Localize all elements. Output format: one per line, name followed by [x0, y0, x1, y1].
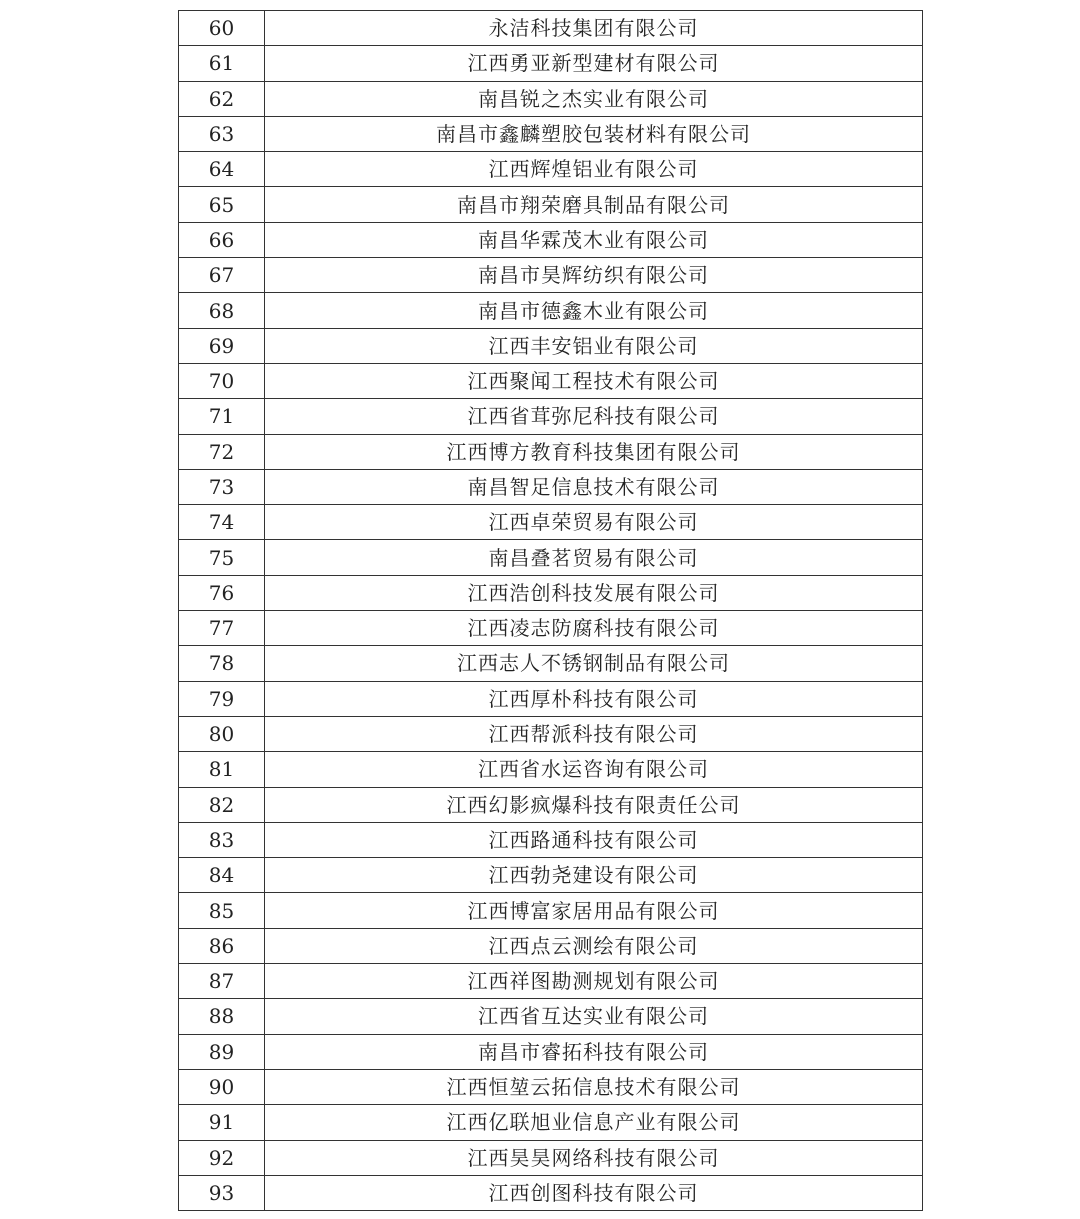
row-number: 88 — [179, 999, 265, 1034]
table-row — [179, 893, 923, 928]
table-row — [179, 293, 923, 328]
row-number: 89 — [179, 1034, 265, 1069]
company-name: 江西卓荣贸易有限公司 — [265, 505, 923, 540]
company-name: 江西勇亚新型建材有限公司 — [265, 46, 923, 81]
company-name: 南昌市昊辉纺织有限公司 — [265, 258, 923, 293]
row-number: 66 — [179, 222, 265, 257]
row-number: 79 — [179, 681, 265, 716]
row-number: 76 — [179, 575, 265, 610]
table-row — [179, 681, 923, 716]
row-number: 64 — [179, 152, 265, 187]
company-name: 南昌市睿拓科技有限公司 — [265, 1034, 923, 1069]
row-number: 75 — [179, 540, 265, 575]
company-list-body — [179, 11, 923, 1211]
table-row — [179, 964, 923, 999]
table-row — [179, 11, 923, 46]
row-number: 67 — [179, 258, 265, 293]
table-row — [179, 540, 923, 575]
company-name: 南昌市德鑫木业有限公司 — [265, 293, 923, 328]
table-row — [179, 752, 923, 787]
company-name: 南昌锐之杰实业有限公司 — [265, 81, 923, 116]
company-name: 江西创图科技有限公司 — [265, 1175, 923, 1210]
row-number: 63 — [179, 116, 265, 151]
company-name: 江西聚闻工程技术有限公司 — [265, 363, 923, 398]
table-row — [179, 928, 923, 963]
table-row — [179, 1175, 923, 1210]
table-row — [179, 1034, 923, 1069]
row-number: 85 — [179, 893, 265, 928]
company-name: 江西祥图勘测规划有限公司 — [265, 964, 923, 999]
row-number: 69 — [179, 328, 265, 363]
table-row — [179, 716, 923, 751]
row-number: 74 — [179, 505, 265, 540]
table-row — [179, 1140, 923, 1175]
company-name: 江西省水运咨询有限公司 — [265, 752, 923, 787]
table-row — [179, 999, 923, 1034]
table-row — [179, 222, 923, 257]
table-row — [179, 505, 923, 540]
table-row — [179, 399, 923, 434]
row-number: 78 — [179, 646, 265, 681]
company-name: 江西厚朴科技有限公司 — [265, 681, 923, 716]
company-name: 江西恒堃云拓信息技术有限公司 — [265, 1069, 923, 1104]
row-number: 80 — [179, 716, 265, 751]
company-name: 江西博富家居用品有限公司 — [265, 893, 923, 928]
table-row — [179, 469, 923, 504]
company-name: 江西路通科技有限公司 — [265, 822, 923, 857]
company-name: 江西昊昊网络科技有限公司 — [265, 1140, 923, 1175]
table-row — [179, 187, 923, 222]
row-number: 70 — [179, 363, 265, 398]
row-number: 82 — [179, 787, 265, 822]
company-name: 南昌市翔荣磨具制品有限公司 — [265, 187, 923, 222]
company-name: 永洁科技集团有限公司 — [265, 11, 923, 46]
row-number: 91 — [179, 1105, 265, 1140]
company-name: 江西省互达实业有限公司 — [265, 999, 923, 1034]
company-name: 南昌智足信息技术有限公司 — [265, 469, 923, 504]
row-number: 84 — [179, 858, 265, 893]
table-row — [179, 787, 923, 822]
company-name: 江西浩创科技发展有限公司 — [265, 575, 923, 610]
table-row — [179, 116, 923, 151]
table-row — [179, 611, 923, 646]
table-row — [179, 575, 923, 610]
table-row — [179, 1105, 923, 1140]
company-name: 南昌叠茗贸易有限公司 — [265, 540, 923, 575]
table-row — [179, 258, 923, 293]
row-number: 81 — [179, 752, 265, 787]
company-name: 江西辉煌铝业有限公司 — [265, 152, 923, 187]
row-number: 73 — [179, 469, 265, 504]
row-number: 93 — [179, 1175, 265, 1210]
row-number: 65 — [179, 187, 265, 222]
company-name: 江西点云测绘有限公司 — [265, 928, 923, 963]
table-row — [179, 1069, 923, 1104]
table-row — [179, 328, 923, 363]
company-name: 江西勃尧建设有限公司 — [265, 858, 923, 893]
table-row — [179, 81, 923, 116]
row-number: 92 — [179, 1140, 265, 1175]
row-number: 71 — [179, 399, 265, 434]
row-number: 77 — [179, 611, 265, 646]
row-number: 60 — [179, 11, 265, 46]
table-row — [179, 152, 923, 187]
table-row — [179, 46, 923, 81]
company-name: 江西幻影疯爆科技有限责任公司 — [265, 787, 923, 822]
row-number: 61 — [179, 46, 265, 81]
row-number: 83 — [179, 822, 265, 857]
row-number: 87 — [179, 964, 265, 999]
row-number: 62 — [179, 81, 265, 116]
company-name: 江西志人不锈钢制品有限公司 — [265, 646, 923, 681]
company-name: 江西亿联旭业信息产业有限公司 — [265, 1105, 923, 1140]
table-row — [179, 646, 923, 681]
company-name: 南昌华霖茂木业有限公司 — [265, 222, 923, 257]
table-row — [179, 434, 923, 469]
row-number: 68 — [179, 293, 265, 328]
row-number: 86 — [179, 928, 265, 963]
company-name: 江西凌志防腐科技有限公司 — [265, 611, 923, 646]
company-name: 江西帮派科技有限公司 — [265, 716, 923, 751]
company-name: 江西丰安铝业有限公司 — [265, 328, 923, 363]
company-name: 江西省茸弥尼科技有限公司 — [265, 399, 923, 434]
table-row — [179, 858, 923, 893]
table-row — [179, 363, 923, 398]
row-number: 72 — [179, 434, 265, 469]
company-name: 江西博方教育科技集团有限公司 — [265, 434, 923, 469]
row-number: 90 — [179, 1069, 265, 1104]
company-name: 南昌市鑫麟塑胶包装材料有限公司 — [265, 116, 923, 151]
table-row — [179, 822, 923, 857]
company-list-table — [178, 10, 923, 1211]
